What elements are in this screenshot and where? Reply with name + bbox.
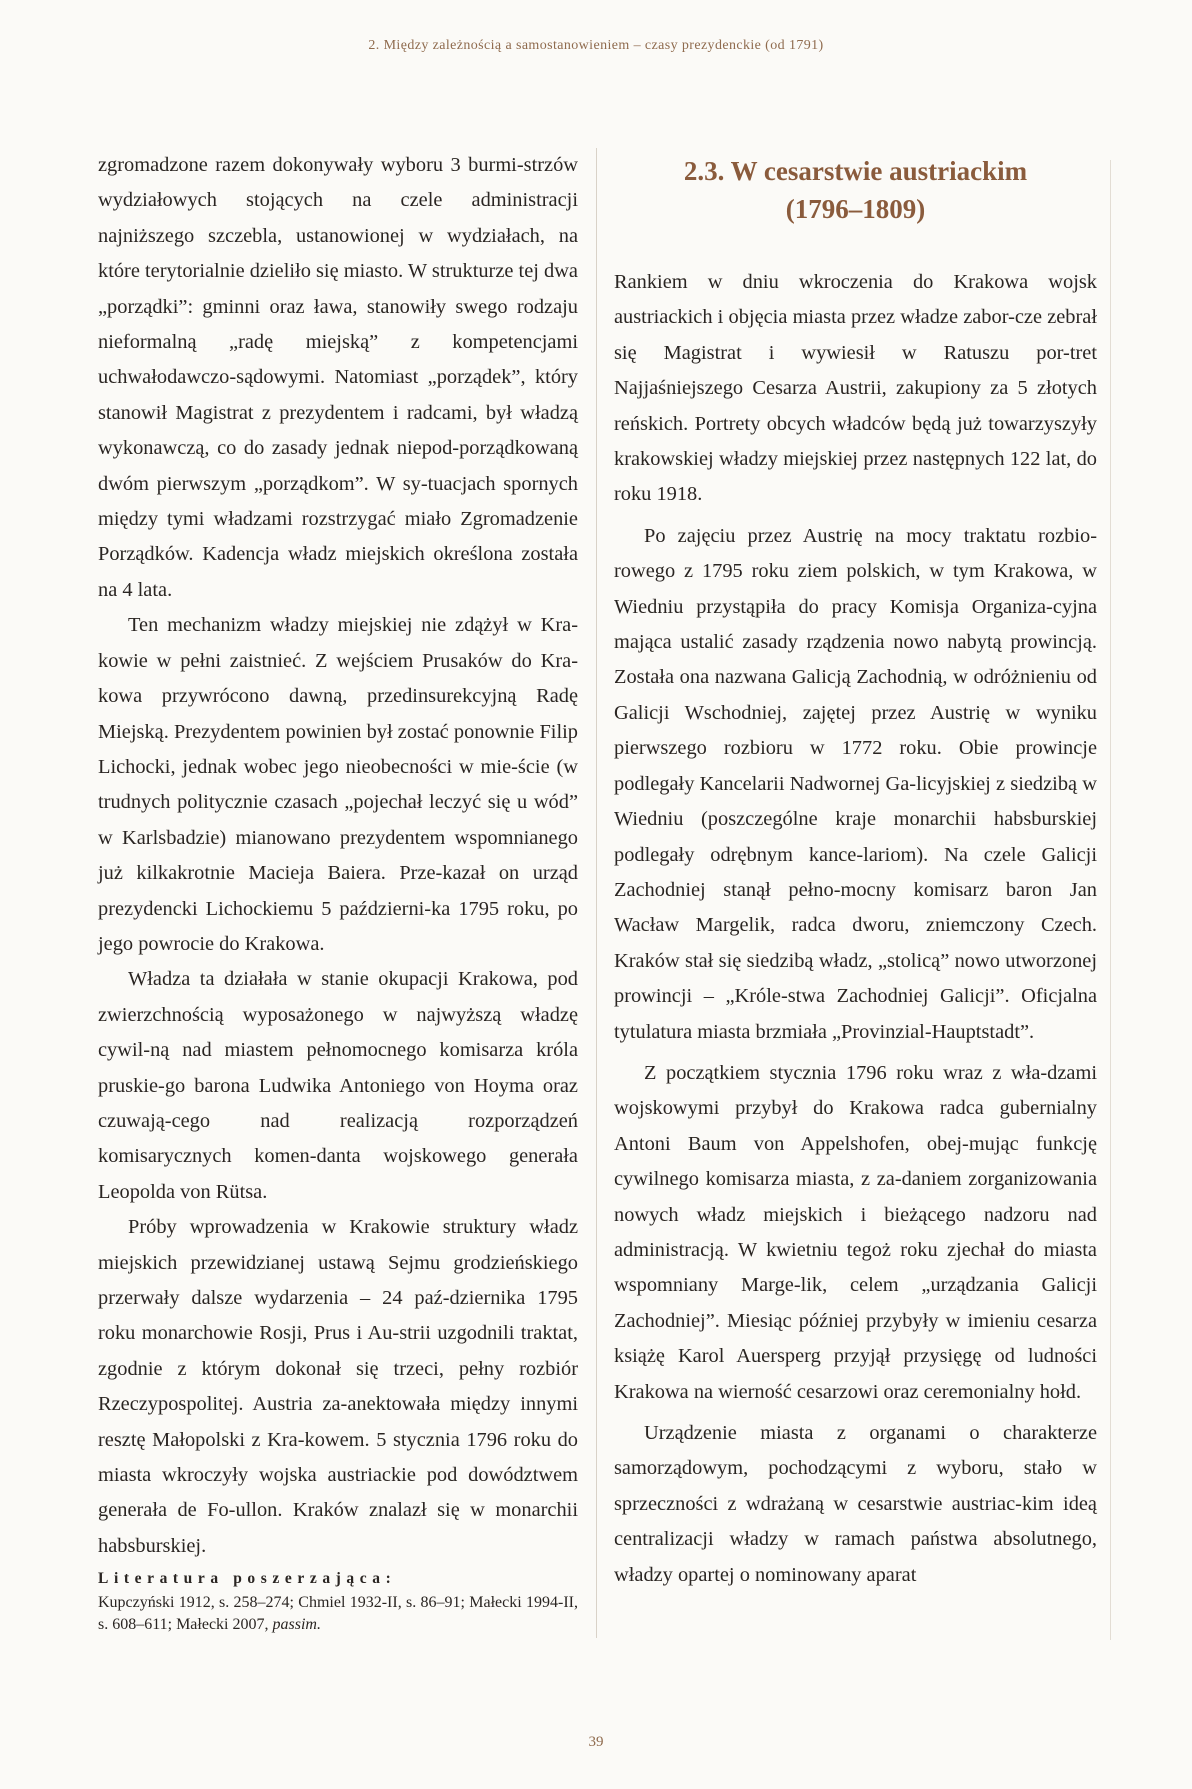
section-heading-title: 2.3. W cesarstwie austriackim	[683, 156, 1028, 186]
right-column	[614, 265, 1097, 1593]
running-head: 2. Między zależnością a samostanowieniem – czasy prezydenckie (od 1791)	[368, 38, 824, 53]
left-paragraph-1: zgromadzone razem dokonywały wyboru 3 burmi-strzów wydziałowych stojących na czele administracji najniższego szczebla, ustanowionej w wydziałach, na które terytorialnie dzieliło się miasto. W strukturze tej dwa „porządki”: gminni oraz ława, stanowiły swego rodzaju nieformalną „radę miejską” z kompetencjami uchwałodawczo-sądowymi. Natomiast „porządek”, który stanowił Magistrat z prezydentem i radcami, był władzą wykonawczą, co do zasady jednak niepod-porządkowaną dwóm pierwszym „porządkom”. W sy-tuacjach spornych między tymi władzami rozstrzygać miało Zgromadzenie Porządków. Kadencja władz miejskich określona została na 4 lata.	[98, 154, 578, 601]
left-paragraph-3: Władza ta działała w stanie okupacji Krakowa, pod zwierzchnością wyposażonego w najwyższą władzę cywil-ną nad miastem pełnomocnego komisarza króla pruskie-go barona Ludwika Antoniego von Hoyma oraz czuwają-cego nad realizacją rozporządzeń komisarycznych komen-danta wojskowego generała Leopolda von Rütsa.	[98, 968, 578, 1203]
section-heading-years: (1796–1809)	[785, 194, 926, 224]
left-paragraph-2: Ten mechanizm władzy miejskiej nie zdążył w Kra-kowie w pełni zaistnieć. Z wejściem Prusaków do Kra-kowa przywrócono dawną, przedinsurekcyjną Radę Miejską. Prezydentem powinien był zostać ponownie Filip Lichocki, jednak wobec jego nieobecności w mie-ście (w trudnych politycznie czasach „pojechał leczyć się u wód” w Karlsbadzie) mianowano prezydentem wspomnianego już kilkakrotnie Macieja Baiera. Prze-kazał on urząd prezydencki Lichockiemu 5 październi-ka 1795 roku, po jego powrocie do Krakowa.	[98, 614, 578, 955]
page-number: 39	[588, 1734, 604, 1750]
right-margin-rule	[1110, 160, 1111, 1640]
section-heading	[614, 152, 1097, 228]
further-reading-passim: passim.	[272, 1616, 321, 1633]
right-paragraph-2: Po zajęciu przez Austrię na mocy traktatu rozbio-rowego z 1795 roku ziem polskich, w tym Krakowa, w Wiedniu przystąpiła do pracy Komisja Organiza-cyjna mająca ustalić zasady rządzenia nowo nabytą prowincją. Została ona nazwana Galicją Zachodnią, w odróżnieniu od Galicji Wschodniej, zajętej przez Austrię w wyniku pierwszego rozbioru w 1772 roku. Obie prowincje podlegały Kancelarii Nadwornej Ga-licyjskiej z siedzibą w Wiedniu (poszczególne kraje monarchii habsburskiej podlegały odrębnym kance-lariom). Na czele Galicji Zachodniej stanął pełno-mocny komisarz baron Jan Wacław Margelik, radca dworu, zniemczony Czech. Kraków stał się siedzibą władz, „stolicą” nowo utworzonej prowincji – „Króle-stwa Zachodniej Galicji”. Oficjalna tytulatura miasta brzmiała „Provinzial-Hauptstadt”.	[614, 524, 1097, 1043]
right-paragraph-1: Rankiem w dniu wkroczenia do Krakowa wojsk austriackich i objęcia miasta przez władze zabor-cze zebrał się Magistrat i wywiesił w Ratuszu por-tret Najjaśniejszego Cesarza Austrii, zakupiony za 5 złotych reńskich. Portrety obcych władców będą już towarzyszyły krakowskiej władzy miejskiej przez następnych 122 lat, do roku 1918.	[614, 271, 1097, 506]
left-paragraph-4: Próby wprowadzenia w Krakowie struktury władz miejskich przewidzianej ustawą Sejmu grodzieńskiego przerwały dalsze wydarzenia – 24 paź-dziernika 1795 roku monarchowie Rosji, Prus i Au-strii uzgodnili traktat, zgodnie z którym dokonał się trzeci, pełny rozbiór Rzeczypospolitej. Austria za-anektowała między innymi resztę Małopolski z Kra-kowem. 5 stycznia 1796 roku do miasta wkroczyły wojska austriackie pod dowództwem generała de Fo-ullon. Kraków znalazł się w monarchii habsburskiej.	[98, 1216, 578, 1557]
left-column	[98, 148, 578, 1564]
further-reading-text: Kupczyński 1912, s. 258–274; Chmiel 1932-II, s. 86–91; Małecki 1994-II, s. 608–611; Małecki 2007,	[98, 1594, 578, 1633]
column-divider	[596, 148, 597, 1638]
right-paragraph-3: Z początkiem stycznia 1796 roku wraz z wła-dzami wojskowymi przybył do Krakowa radca gubernialny Antoni Baum von Appelshofen, obej-mując funkcję cywilnego komisarza miasta, z za-daniem zorganizowania nowych władz miejskich i bieżącego nadzoru nad administracją. W kwietniu tegoż roku zjechał do miasta wspomniany Marge-lik, celem „urządzania Galicji Zachodniej”. Miesiąc później przybyły w imieniu cesarza książę Karol Auersperg przyjął przysięgę od ludności Krakowa na wierność cesarzowi oraz ceremonialny hołd.	[614, 1061, 1097, 1403]
right-paragraph-4: Urządzenie miasta z organami o charakterze samorządowym, pochodzącymi z wyboru, stało w sprzeczności z wdrażaną w cesarstwie austriac-kim ideą centralizacji władzy w ramach państwa absolutnego, władzy opartej o nominowany aparat	[614, 1422, 1097, 1586]
further-reading	[98, 1568, 578, 1636]
further-reading-label: Literatura poszerzająca:	[98, 1570, 397, 1587]
